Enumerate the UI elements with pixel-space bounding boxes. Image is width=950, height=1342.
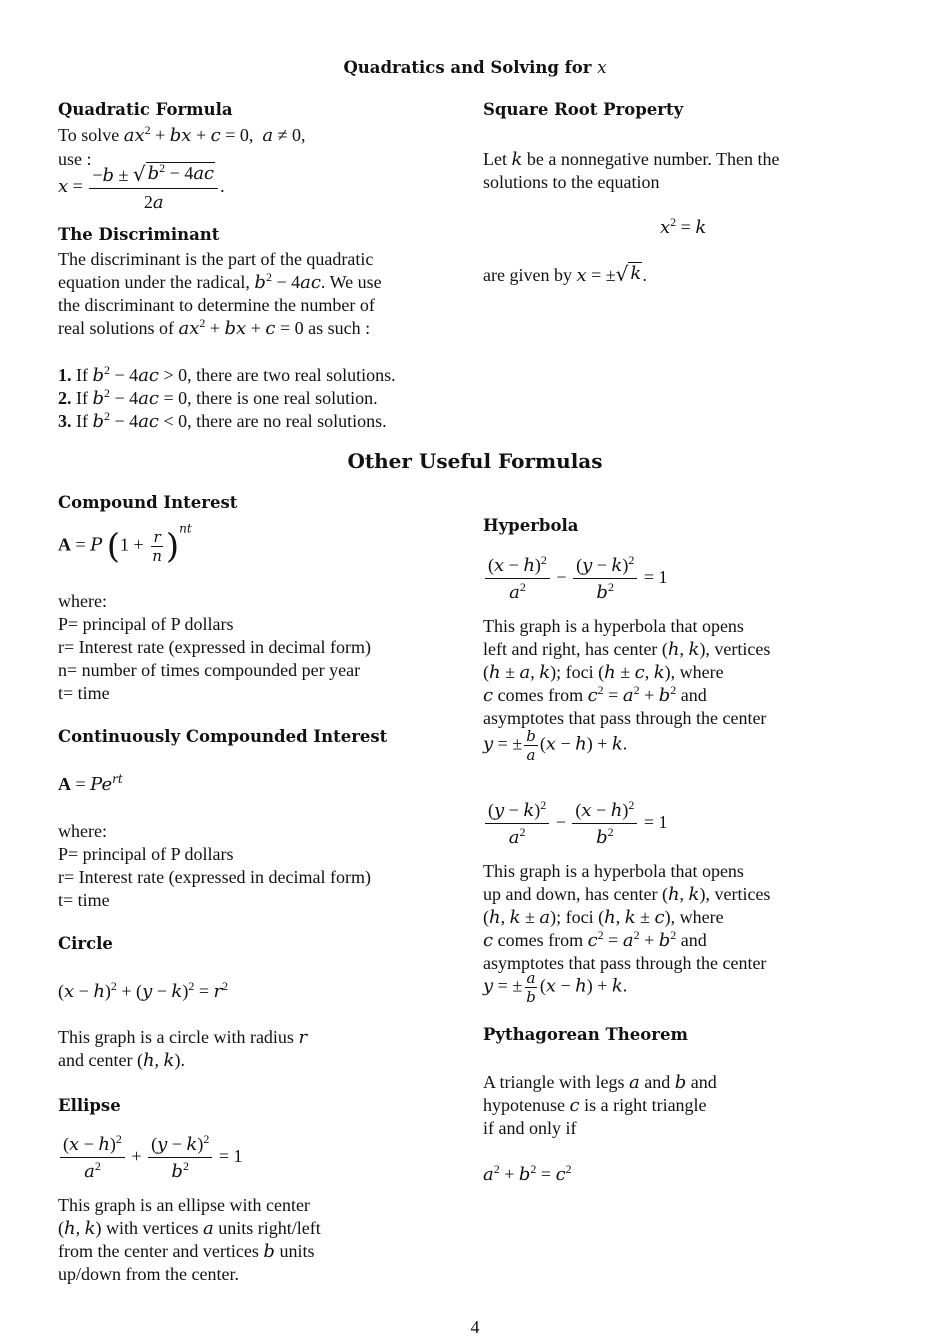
circle-heading: Circle [58, 934, 113, 953]
discriminant-case-1: 1. If $b^2 - 4ac > 0$, there are two real solutions. [58, 363, 396, 386]
compound-interest-heading: Compound Interest [58, 493, 238, 512]
square-root-line-2: solutions to the equation [483, 172, 660, 192]
discriminant-heading: The Discriminant [58, 225, 220, 244]
compound-interest-formula: A = P (1 + $\frac{r}{n}$ )$^{nt}$ [58, 521, 192, 567]
discriminant-line-2: equation under the radical, $b^2 - 4ac$. We use [58, 270, 382, 293]
discriminant-case-3: 3. If $b^2 - 4ac < 0$, there are no real solutions. [58, 409, 387, 432]
ellipse-desc-2: (h, k) with vertices a units right/left [58, 1218, 321, 1239]
hyperbola-desc2-line-4: c comes from $c^2 = a^2 + b^2$ and [483, 928, 707, 951]
pythagorean-desc-2: hypotenuse c is a right triangle [483, 1095, 707, 1116]
hyperbola-desc1-line-1: This graph is a hyperbola that opens [483, 616, 744, 636]
continuous-where: where: [58, 821, 107, 841]
hyperbola-asymptote-1: y = ± $\frac{b}{a}$ (x − h) + k. [483, 727, 628, 764]
continuous-def-p: P= principal of P dollars [58, 844, 234, 864]
hyperbola-desc2-line-3: (h, k ± a); foci (h, k ± c), where [483, 907, 724, 928]
continuous-def-r: r= Interest rate (expressed in decimal form) [58, 867, 372, 887]
compound-where: where: [58, 591, 107, 611]
quadratic-formula-intro: To solve $ax^2$ + bx + c = 0, a ≠ 0, [58, 123, 306, 146]
compound-def-t: t= time [58, 683, 110, 703]
pythagorean-desc-3: if and only if [483, 1118, 577, 1138]
hyperbola-desc2-line-1: This graph is a hyperbola that opens [483, 861, 744, 881]
hyperbola-desc2-line-2: up and down, has center (h, k), vertices [483, 884, 771, 905]
other-formulas-title: Other Useful Formulas [347, 449, 603, 473]
hyperbola-heading: Hyperbola [483, 516, 579, 535]
square-root-equation: $x^2 = k$ [660, 215, 707, 238]
hyperbola-formula-1: $\frac{(x - h)^2}{a^2}$ − $\frac{(y - k)^2}{b^2}$ = 1 [483, 554, 667, 604]
pythagorean-formula: $a^2 + b^2 = c^2$ [483, 1162, 572, 1185]
hyperbola-desc1-line-3: (h ± a, k); foci (h ± c, k), where [483, 662, 724, 683]
hyperbola-desc1-line-5: asymptotes that pass through the center [483, 708, 767, 728]
circle-desc-2: and center (h, k). [58, 1050, 185, 1071]
pythagorean-desc-1: A triangle with legs a and b and [483, 1072, 717, 1093]
square-root-result: are given by x = ± √ k . [483, 262, 647, 286]
ellipse-desc-1: This graph is an ellipse with center [58, 1195, 310, 1215]
hyperbola-asymptote-2: y = ± $\frac{a}{b}$ (x − h) + k. [483, 969, 628, 1006]
ellipse-heading: Ellipse [58, 1096, 121, 1115]
quadratic-formula-use: use : [58, 149, 92, 169]
ellipse-desc-4: up/down from the center. [58, 1264, 239, 1284]
discriminant-line-3: the discriminant to determine the number of [58, 295, 375, 315]
hyperbola-desc1-line-2: left and right, has center (h, k), vertices [483, 639, 771, 660]
discriminant-case-2: 2. If $b^2 - 4ac = 0$, there is one real solution. [58, 386, 378, 409]
compound-def-r: r= Interest rate (expressed in decimal form) [58, 637, 372, 657]
square-root-line-1: Let k be a nonnegative number. Then the [483, 149, 780, 170]
continuous-interest-formula: $A = Pe^{rt}$ [58, 772, 123, 795]
quadratic-formula-equation: x = −b ± √ $b^2 - 4ac$ 2a . [58, 161, 225, 213]
page-number: 4 [470, 1317, 480, 1337]
continuous-def-t: t= time [58, 890, 110, 910]
quadratic-formula-heading: Quadratic Formula [58, 100, 233, 119]
ellipse-desc-3: from the center and vertices b units [58, 1241, 315, 1262]
circle-formula: $(x - h)^2 + (y - k)^2 = r^2$ [58, 979, 229, 1002]
square-root-heading: Square Root Property [483, 100, 684, 119]
ellipse-formula: $\frac{(x - h)^2}{a^2}$ + $\frac{(y - k)^2}{b^2}$ = 1 [58, 1133, 242, 1183]
continuous-interest-heading: Continuously Compounded Interest [58, 727, 388, 746]
quadratics-title-text: Quadratics and Solving for x [343, 58, 607, 77]
compound-def-p: P= principal of P dollars [58, 614, 234, 634]
discriminant-line-1: The discriminant is the part of the quadratic [58, 249, 374, 269]
hyperbola-formula-2: $\frac{(y - k)^2}{a^2}$ − $\frac{(x - h)^2}{b^2}$ = 1 [483, 799, 667, 849]
compound-def-n: n= number of times compounded per year [58, 660, 361, 680]
hyperbola-desc2-line-5: asymptotes that pass through the center [483, 953, 767, 973]
pythagorean-heading: Pythagorean Theorem [483, 1025, 688, 1044]
hyperbola-desc1-line-4: c comes from $c^2 = a^2 + b^2$ and [483, 683, 707, 706]
quadratics-title [0, 58, 950, 77]
circle-desc-1: This graph is a circle with radius r [58, 1027, 308, 1048]
discriminant-line-4: real solutions of $ax^2$ + bx + c = 0 as such : [58, 316, 371, 339]
